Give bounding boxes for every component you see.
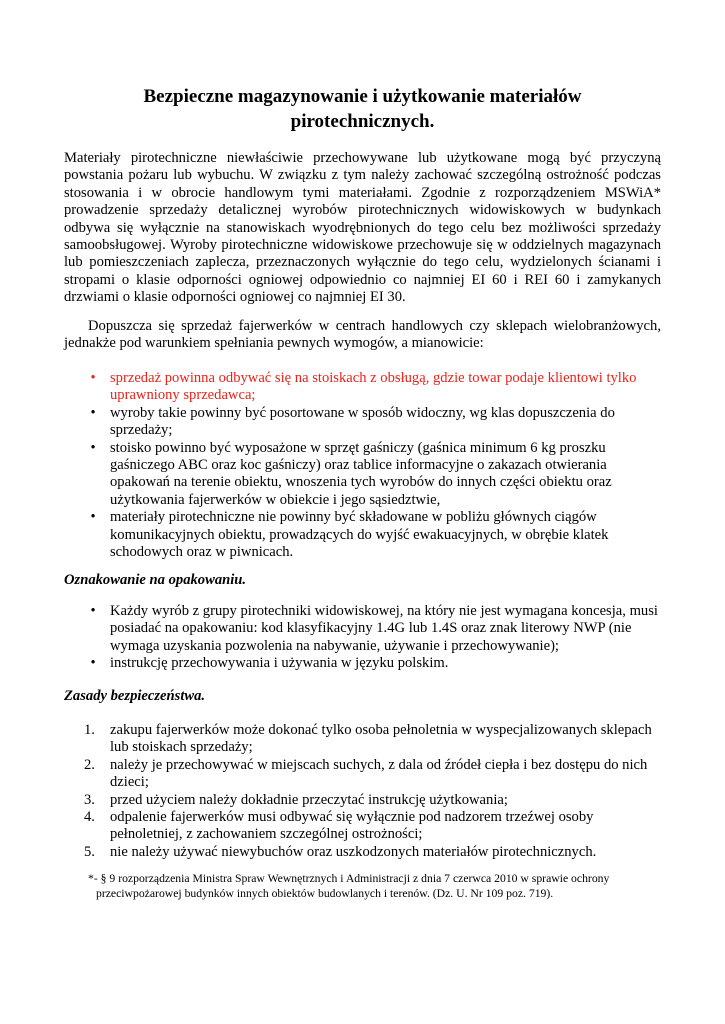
list-item-text: nie należy używać niewybuchów oraz uszkodzonych materiałów pirotechnicznych.	[110, 843, 597, 860]
safety-section-heading: Zasady bezpieczeństwa.	[64, 688, 206, 704]
requirements-list	[90, 370, 658, 561]
list-item-text: instrukcję przechowywania i używania w języku polskim.	[110, 655, 449, 672]
list-item-text: sprzedaż powinna odbywać się na stoiskach z obsługą, gdzie towar podaje klientowi tylko uprawniony sprzedawca;	[110, 370, 637, 404]
list-item	[90, 439, 658, 510]
list-item-text: Każdy wyrób z grupy pirotechniki widowiskowej, na który nie jest wymagana koncesja, musi posiadać na opakowaniu: kod klasyfikacyjny 1.4G lub 1.4S oraz znak literowy NWP (nie wymaga uzyskania pozwolenia na nabywanie, używanie i przechowywanie);	[110, 603, 658, 654]
list-item-text: należy je przechowywać w miejscach suchych, z dala od źródeł ciepła i bez dostępu do nich dzieci;	[110, 756, 648, 791]
bullet-icon: •	[90, 439, 96, 456]
list-item	[84, 809, 658, 844]
list-item-text: wyroby takie powinny być posortowane w sposób widoczny, wg klas dopuszczenia do sprzedaży;	[110, 404, 615, 439]
footnote: *- § 9 rozporządzenia Ministra Spraw Wewnętrznych i Administracji z dnia 7 czerwca 2010 w sprawie ochrony przeciwpożarowej budynków innych obiektów budowlanych i terenów. (Dz. U. Nr 109 poz. 719).	[88, 872, 610, 900]
list-item-text: przed użyciem należy dokładnie przeczytać instrukcję użytkowania;	[110, 791, 508, 808]
list-item	[90, 603, 658, 655]
bullet-icon: •	[90, 370, 96, 386]
list-item-text: stoisko powinno być wyposażone w sprzęt gaśniczy (gaśnica minimum 6 kg proszku gaśniczego ABC oraz koc gaśniczy) oraz tablice informacyjne o zakazach otwierania opakowań na terenie obiektu, wnoszenia tych wyrobów do innych części obiektu oraz użytkowania fajerwerków w obiekcie i jego sąsiedztwie,	[110, 439, 612, 508]
list-number: 4.	[84, 809, 95, 826]
list-item	[90, 370, 658, 405]
list-item-text: materiały pirotechniczne nie powinny być składowane w pobliżu głównych ciągów komunikacyjnych obiektu, prowadzących do wyjść ewakuacyjnych, w obrębie klatek schodowych oraz w piwnicach.	[110, 509, 609, 561]
list-item	[90, 655, 658, 672]
bullet-icon: •	[90, 603, 96, 619]
sales-conditions-paragraph: Dopuszcza się sprzedaż fajerwerków w centrach handlowych czy sklepach wielobranżowych, jednakże pod warunkiem spełniania pewnych wymogów, a mianowicie:	[64, 318, 661, 352]
bullet-icon: •	[90, 509, 96, 526]
title-line-1: Bezpieczne magazynowanie i użytkowanie materiałów	[143, 86, 582, 107]
list-number: 1.	[84, 722, 95, 738]
list-item	[84, 756, 658, 792]
list-number: 5.	[84, 843, 95, 860]
list-item	[84, 791, 658, 809]
list-item	[90, 509, 658, 561]
title-line-2: pirotechnicznych.	[290, 111, 435, 132]
packaging-list	[90, 603, 658, 673]
list-item-text: zakupu fajerwerków może dokonać tylko osoba pełnoletnia w wyspecjalizowanych sklepach lub stoiskach sprzedaży;	[110, 722, 652, 756]
list-item	[84, 843, 658, 861]
list-number: 2.	[84, 756, 95, 773]
document-title	[64, 84, 661, 134]
list-item	[90, 404, 658, 440]
bullet-icon: •	[90, 404, 96, 421]
list-number: 3.	[84, 791, 95, 808]
safety-rules-list	[84, 722, 658, 861]
packaging-section-heading: Oznakowanie na opakowaniu.	[64, 572, 247, 588]
list-item	[84, 722, 658, 757]
bullet-icon: •	[90, 655, 96, 672]
list-item-text: odpalenie fajerwerków musi odbywać się wyłącznie pod nadzorem trzeźwej osoby pełnoletniej, z zachowaniem szczególnej ostrożności;	[110, 809, 594, 843]
intro-paragraph: Materiały pirotechniczne niewłaściwie przechowywane lub użytkowane mogą być przyczyną powstania pożaru lub wybuchu. W związku z tym należy zachować szczególną ostrożność podczas stosowania i w obrocie handlowym tymi materiałami. Zgodnie z rozporządzeniem MSWiA* prowadzenie sprzedaży detalicznej wyrobów pirotechnicznych widowiskowych w budynkach odbywa się wyłącznie na stanowiskach wyodrębnionych do tego celu bez możliwości sprzedaży samoobsługowej. Wyroby pirotechniczne widowiskowe przechowuje się w oddzielnych magazynach lub pomieszczeniach zaplecza, przeznaczonych wyłącznie do tego celu, wydzielonych ścianami i stropami o klasie odporności ogniowej odpowiednio co najmniej EI 60 i REI 60 i zamykanych drzwiami o klasie odporności ogniowej co najmniej EI 30.	[64, 150, 661, 306]
